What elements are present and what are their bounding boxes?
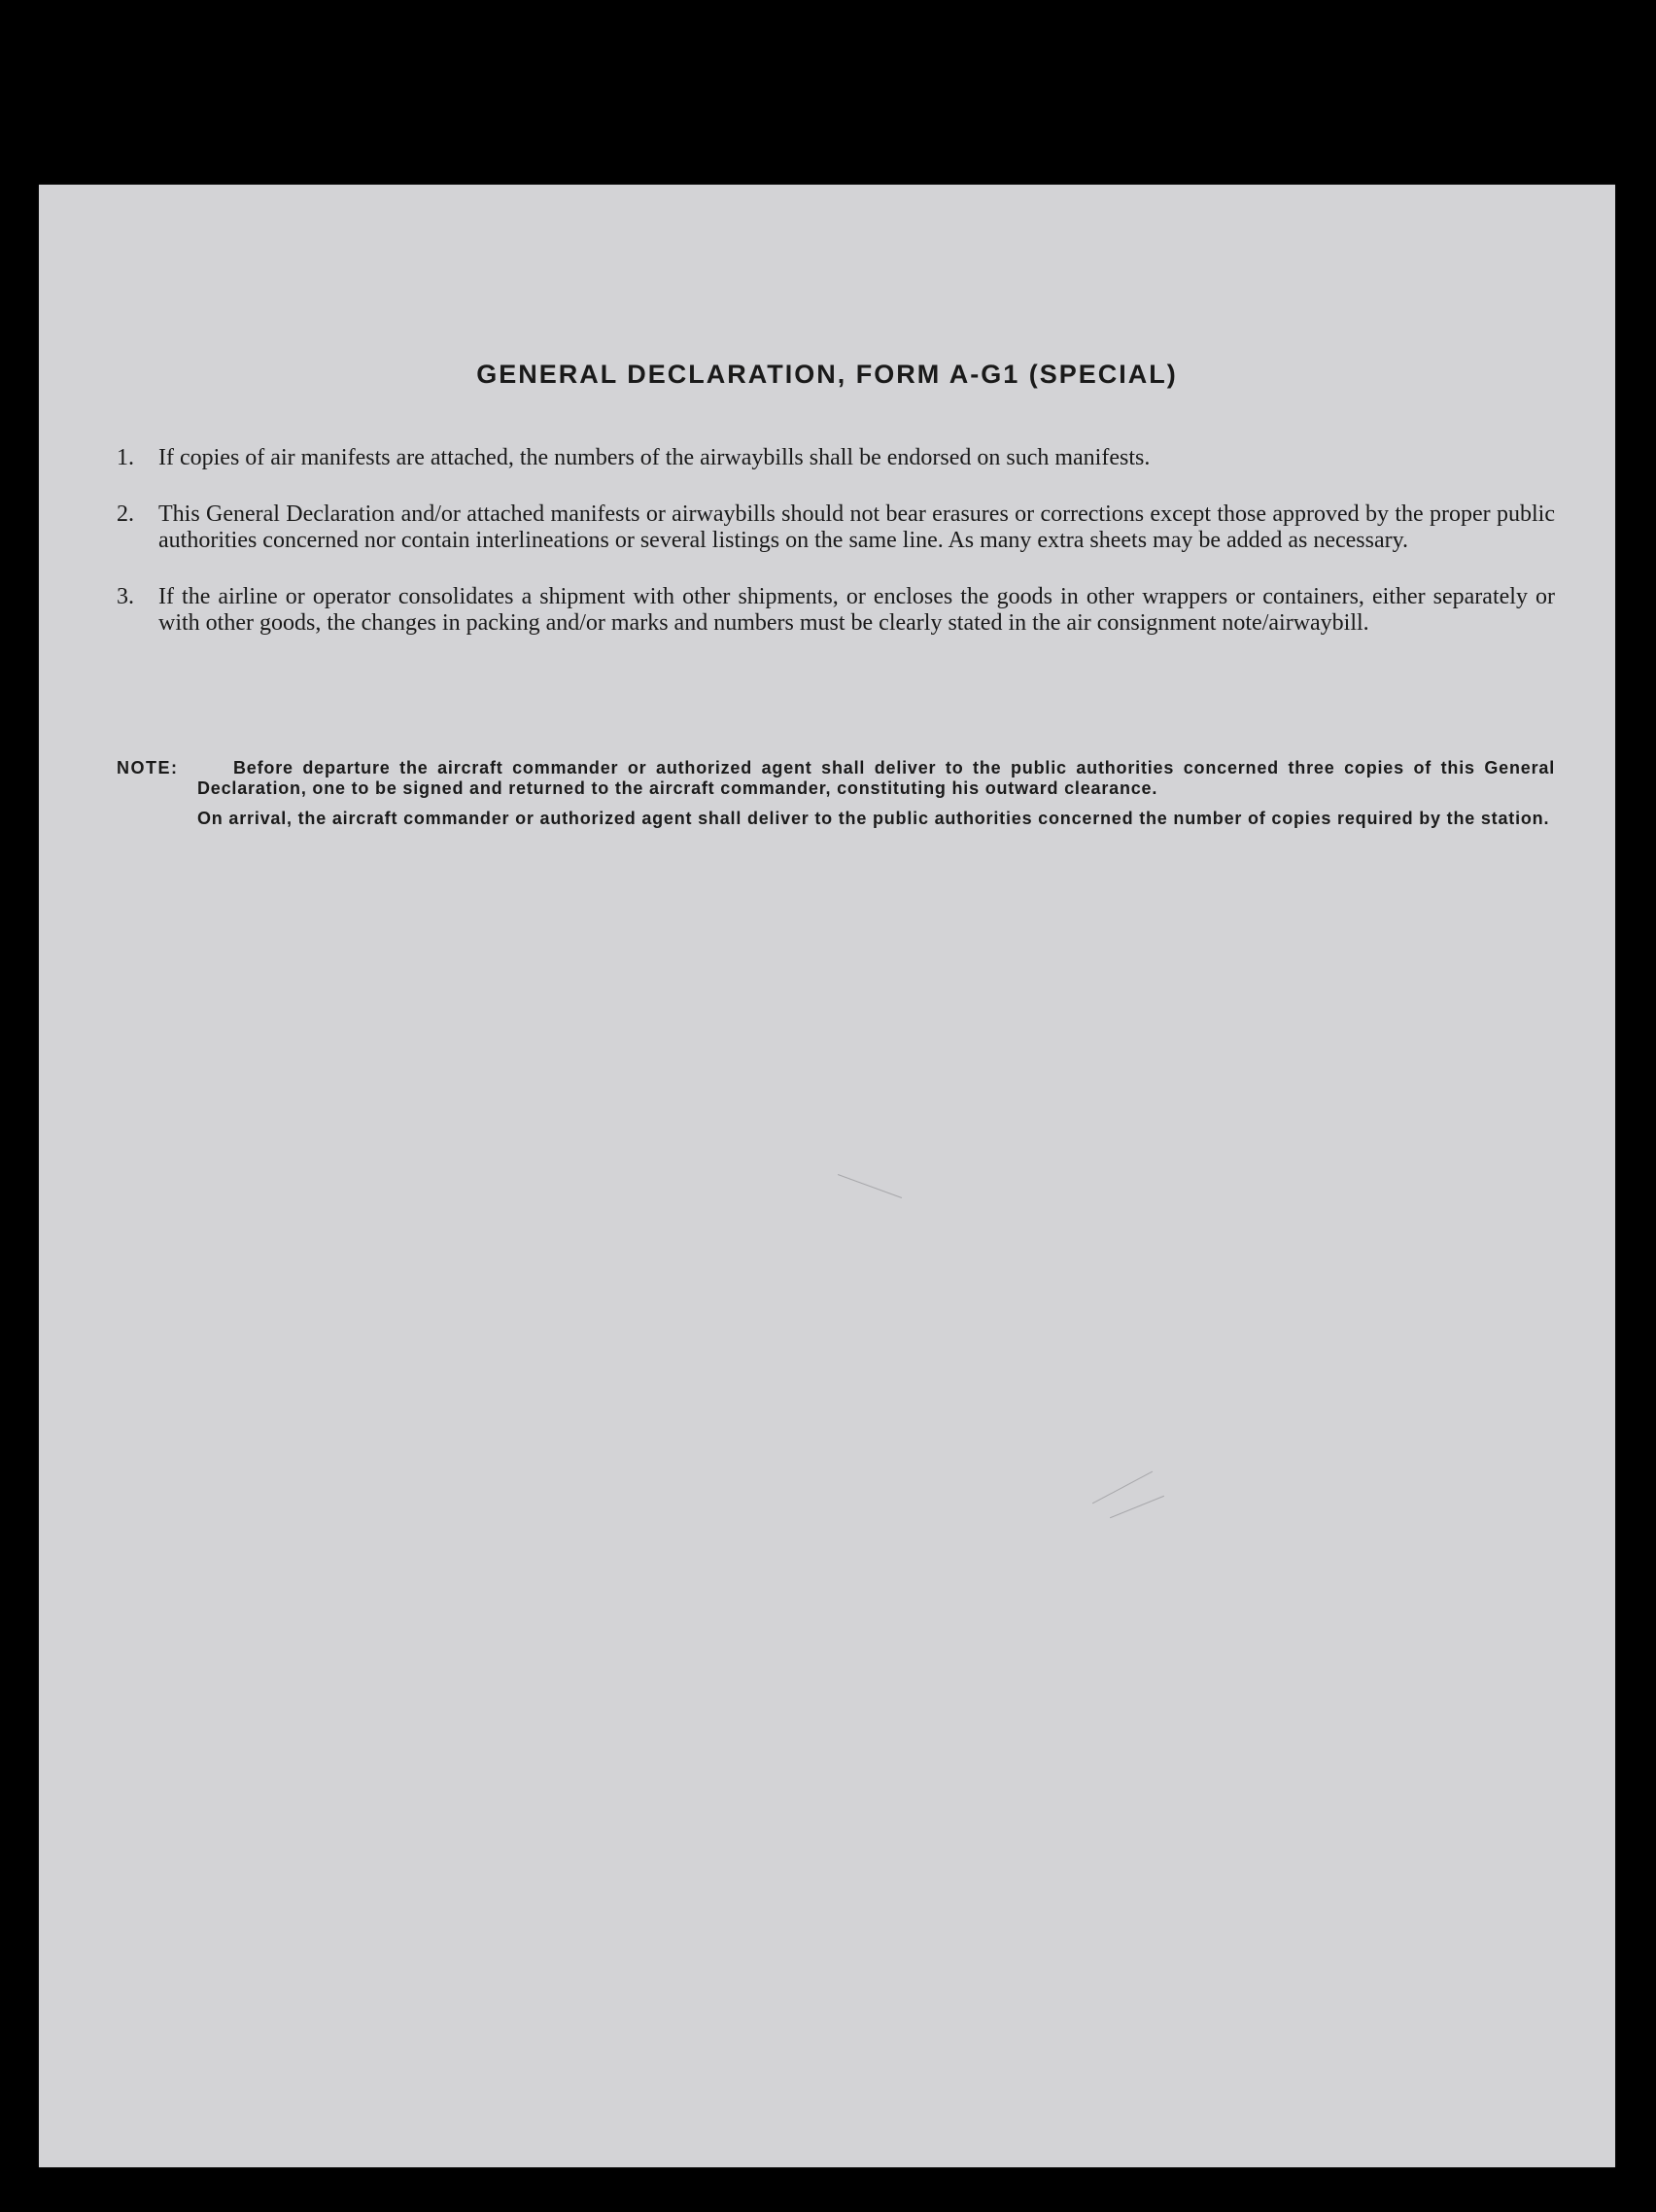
document-page — [39, 185, 1615, 2167]
document-title: GENERAL DECLARATION, FORM A-G1 (SPECIAL) — [476, 360, 1178, 389]
list-item — [117, 445, 1555, 471]
item-text: This General Declaration and/or attached manifests or airwaybills should not bear erasures or corrections except those approved by the proper public authorities concerned nor contain interlineations or several listings on the same line. As many extra sheets may be added as necessary. — [158, 501, 1555, 553]
item-number: 3. — [117, 584, 134, 609]
note-text-departure: Before departure the aircraft commander or authorized agent shall deliver to the public authorities concerned three copies of this General Declaration, one to be signed and returned to the aircraft commander, constituting his outward clearance. — [197, 758, 1555, 798]
note-text-arrival: On arrival, the aircraft commander or authorized agent shall deliver to the public authorities concerned the number of copies required by the station. — [197, 809, 1550, 828]
paper-scratch — [838, 1174, 902, 1198]
item-number: 1. — [117, 445, 134, 470]
paper-scratch — [1092, 1471, 1153, 1504]
list-item — [117, 584, 1555, 637]
instruction-list — [117, 445, 1555, 667]
item-text: If the airline or operator consolidates a shipment with other shipments, or encloses the goods in other wrappers or containers, either separately or with other goods, the changes in packing and/or marks and numbers must be clearly stated in the air consignment note/airwaybill. — [158, 584, 1555, 636]
note-label: NOTE: — [117, 758, 179, 778]
list-item — [117, 501, 1555, 554]
item-number: 2. — [117, 501, 134, 527]
item-text: If copies of air manifests are attached, the numbers of the airwaybills shall be endorsed on such manifests. — [158, 445, 1151, 470]
note-section — [117, 758, 1555, 829]
paper-scratch — [1110, 1496, 1164, 1518]
note-row — [117, 758, 1555, 799]
